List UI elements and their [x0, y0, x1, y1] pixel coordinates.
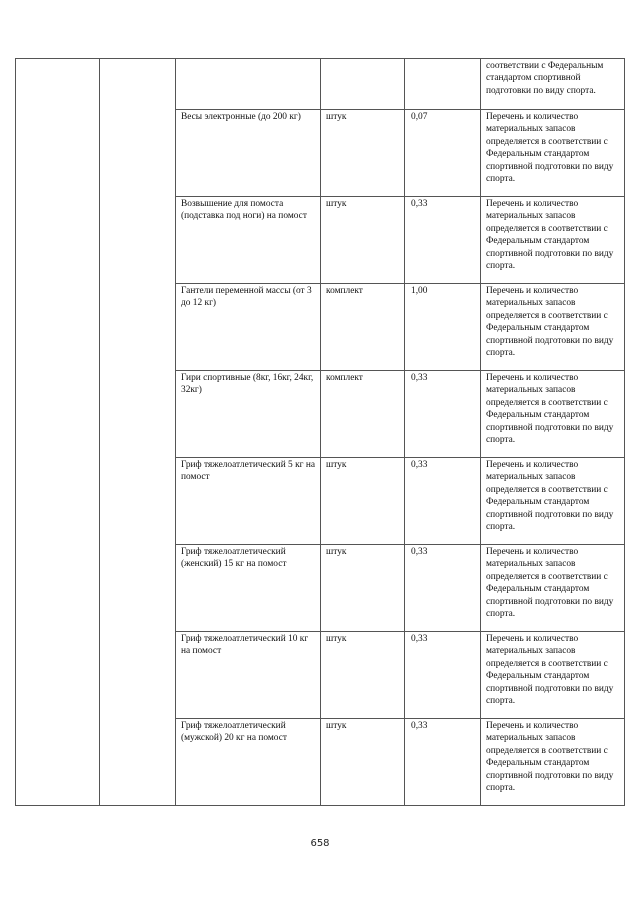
note-cell: Перечень и количество материальных запасов определяется в соответствии с Федеральным стандартом спортивной подготовки по виду спорта.	[481, 284, 625, 371]
note-cell: Перечень и количество материальных запасов определяется в соответствии с Федеральным стандартом спортивной подготовки по виду спорта.	[481, 632, 625, 719]
qty-cell: 1,00	[405, 284, 481, 371]
note-cell: Перечень и количество материальных запасов определяется в соответствии с Федеральным стандартом спортивной подготовки по виду спорта.	[481, 545, 625, 632]
item-name-cell: Гриф тяжелоатлетический (женский) 15 кг на помост	[176, 545, 321, 632]
unit-cell: штук	[321, 110, 405, 197]
note-cell: Перечень и количество материальных запасов определяется в соответствии с Федеральным стандартом спортивной подготовки по виду спорта.	[481, 110, 625, 197]
qty-cell: 0,33	[405, 632, 481, 719]
unit-cell: штук	[321, 545, 405, 632]
equipment-table	[15, 58, 625, 806]
unit-cell: штук	[321, 719, 405, 806]
unit-cell: комплект	[321, 284, 405, 371]
name-cell	[176, 59, 321, 110]
item-name-cell: Гири спортивные (8кг, 16кг, 24кг, 32кг)	[176, 371, 321, 458]
qty-cell: 0,33	[405, 458, 481, 545]
qty-cell: 0,33	[405, 545, 481, 632]
blank-cell-col1	[16, 59, 100, 806]
qty-cell: 0,33	[405, 719, 481, 806]
item-name-cell: Весы электронные (до 200 кг)	[176, 110, 321, 197]
qty-cell: 0,07	[405, 110, 481, 197]
table-row-continuation	[16, 59, 625, 110]
note-cell: Перечень и количество материальных запасов определяется в соответствии с Федеральным стандартом спортивной подготовки по виду спорта.	[481, 719, 625, 806]
qty-cell: 0,33	[405, 371, 481, 458]
page-number: 658	[310, 838, 330, 849]
blank-cell-col2	[100, 59, 176, 806]
note-cell: Перечень и количество материальных запасов определяется в соответствии с Федеральным стандартом спортивной подготовки по виду спорта.	[481, 371, 625, 458]
unit-cell	[321, 59, 405, 110]
qty-cell	[405, 59, 481, 110]
unit-cell: комплект	[321, 371, 405, 458]
unit-cell: штук	[321, 632, 405, 719]
qty-cell: 0,33	[405, 197, 481, 284]
item-name-cell: Гриф тяжелоатлетический 10 кг на помост	[176, 632, 321, 719]
note-cell: соответствии с Федеральным стандартом спортивной подготовки по виду спорта.	[481, 59, 625, 110]
note-cell: Перечень и количество материальных запасов определяется в соответствии с Федеральным стандартом спортивной подготовки по виду спорта.	[481, 197, 625, 284]
unit-cell: штук	[321, 197, 405, 284]
item-name-cell: Возвышение для помоста (подставка под ноги) на помост	[176, 197, 321, 284]
item-name-cell: Гриф тяжелоатлетический (мужской) 20 кг на помост	[176, 719, 321, 806]
unit-cell: штук	[321, 458, 405, 545]
item-name-cell: Гантели переменной массы (от 3 до 12 кг)	[176, 284, 321, 371]
note-cell: Перечень и количество материальных запасов определяется в соответствии с Федеральным стандартом спортивной подготовки по виду спорта.	[481, 458, 625, 545]
item-name-cell: Гриф тяжелоатлетический 5 кг на помост	[176, 458, 321, 545]
